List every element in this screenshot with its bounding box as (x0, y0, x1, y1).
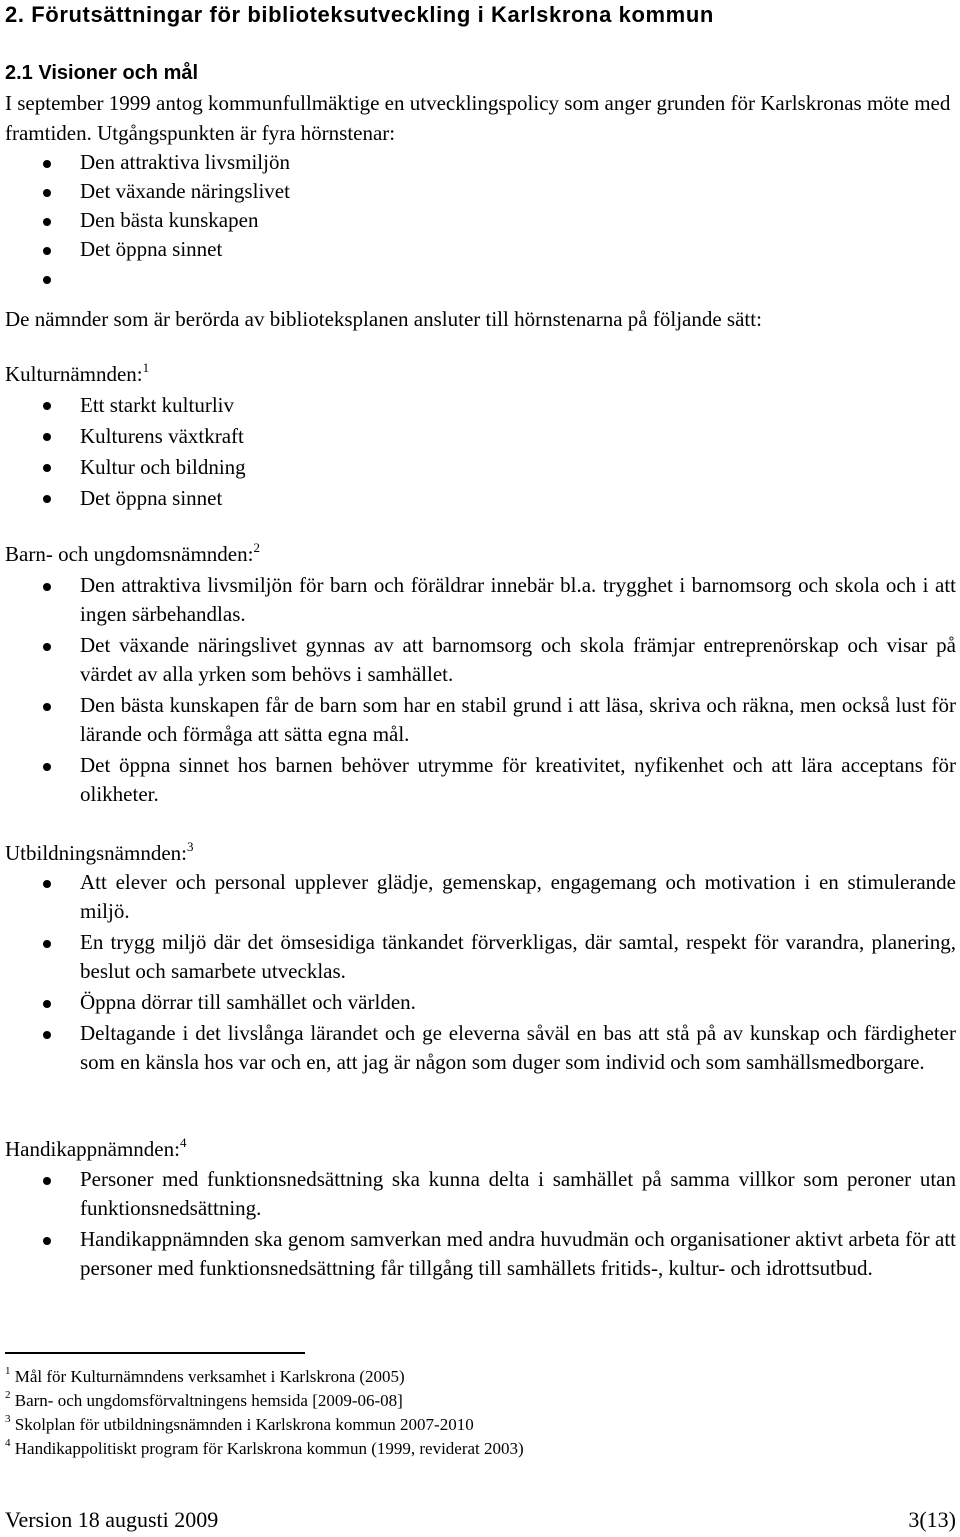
list-item: Kulturens växtkraft (0, 421, 956, 452)
bullet-icon (43, 402, 51, 410)
list-item: Det öppna sinnet hos barnen behöver utrymme för kreativitet, nyfikenhet och att lära acceptans för olikheter. (0, 751, 956, 809)
bullet-icon (43, 1177, 51, 1185)
section-heading: 2. Förutsättningar för biblioteksutveckling i Karlskrona kommun (5, 2, 714, 27)
list-item: Den attraktiva livsmiljön för barn och föräldrar innebär bl.a. trygghet i barnomsorg och skola och i att ingen särbehandlas. (0, 571, 956, 629)
bullet-icon (43, 940, 51, 948)
bullet-icon (43, 160, 51, 168)
footnote-ref: 3 (187, 839, 194, 854)
list-item: Öppna dörrar till samhället och världen. (0, 988, 956, 1017)
list-item: Personer med funktionsnedsättning ska kunna delta i samhället på samma villkor som peroner utan funktionsnedsättning. (0, 1165, 956, 1223)
list-item: Ett starkt kulturliv (0, 390, 956, 421)
section-label-kultur: Kulturnämnden:$^1$ (5, 360, 150, 386)
list-item: Det öppna sinnet (0, 483, 956, 514)
list-item: Den bästa kunskapen (0, 206, 956, 235)
footnote: $^2$ Barn- och ungdomsförvaltningens hemsida [2009-06-08] (5, 1389, 403, 1410)
footnote-ref: 2 (253, 540, 260, 555)
footer-page-number: 3(13) (908, 1507, 956, 1532)
footnote-divider (5, 1352, 305, 1354)
bullet-icon (43, 276, 51, 284)
footnote-ref: 1 (142, 360, 150, 375)
list-item: Att elever och personal upplever glädje, gemenskap, engagemang och motivation i en stimulerande miljö. (0, 868, 956, 926)
kultur-list (0, 390, 956, 514)
list-item (0, 264, 956, 293)
list-item: Det öppna sinnet (0, 235, 956, 264)
bullet-icon (43, 247, 51, 255)
handikapp-list (0, 1165, 956, 1283)
subsection-heading: 2.1 Visioner och mål (5, 62, 199, 84)
bullet-icon (43, 643, 51, 651)
list-item: Det växande näringslivet gynnas av att barnomsorg och skola främjar entreprenörskap och visar på värdet av alla yrken som behövs i samhället. (0, 631, 956, 689)
bullet-icon (43, 703, 51, 711)
bullet-icon (43, 433, 51, 441)
list-item: En trygg miljö där det ömsesidiga tänkandet förverkligas, där samtal, respekt för varandra, planering, beslut och samarbete utvecklas. (0, 928, 956, 986)
utbildning-list (0, 868, 956, 1077)
list-item: Kultur och bildning (0, 452, 956, 483)
committees-intro: De nämnder som är berörda av biblioteksplanen ansluter till hörnstenarna på följande sätt: (5, 307, 762, 331)
bullet-icon (43, 1031, 51, 1039)
intro-paragraph: I september 1999 antog kommunfullmäktige en utvecklingspolicy som anger grunden för Karlskronas möte med framtiden. Utgångspunkten är fyra hörnstenar: (5, 91, 951, 145)
footer-version: Version 18 augusti 2009 (5, 1507, 219, 1532)
bullet-icon (43, 1237, 51, 1245)
bullet-icon (43, 189, 51, 197)
bullet-icon (43, 1000, 51, 1008)
bullet-icon (43, 880, 51, 888)
list-item: Handikappnämnden ska genom samverkan med andra huvudmän och organisationer aktivt arbeta för att personer med funktionsnedsättning får tillgång till samhällets fritids-, kultur- och idrottsutbud. (0, 1225, 956, 1283)
footnote: $^3$ Skolplan för utbildningsnämnden i Karlskrona kommun 2007-2010 (5, 1413, 474, 1434)
bullet-icon (43, 495, 51, 503)
cornerstones-list (0, 148, 956, 293)
list-item: Det växande näringslivet (0, 177, 956, 206)
section-label-utbildning: Utbildningsnämnden:$^3$ (5, 839, 194, 865)
bullet-icon (43, 464, 51, 472)
list-item: Den attraktiva livsmiljön (0, 148, 956, 177)
barn-list (0, 571, 956, 809)
section-label-barn: Barn- och ungdomsnämnden:$^2$ (5, 540, 260, 566)
footnote: $^4$ Handikappolitiskt program för Karlskrona kommun (1999, reviderat 2003) (5, 1437, 524, 1458)
list-item: Deltagande i det livslånga lärandet och ge eleverna såväl en bas att stå på av kunskap och färdigheter som en känsla hos var och en, att jag är någon som duger som individ och som samhällsmedborgare. (0, 1019, 956, 1077)
bullet-icon (43, 763, 51, 771)
bullet-icon (43, 218, 51, 226)
footnote: $^1$ Mål för Kulturnämndens verksamhet i Karlskrona (2005) (5, 1365, 405, 1386)
list-item: Den bästa kunskapen får de barn som har en stabil grund i att läsa, skriva och räkna, men också lust för lärande och förmåga att sätta egna mål. (0, 691, 956, 749)
footnote-ref: 4 (179, 1135, 187, 1150)
section-label-handikapp: Handikappnämnden:$^4$ (5, 1135, 187, 1161)
bullet-icon (43, 583, 51, 591)
